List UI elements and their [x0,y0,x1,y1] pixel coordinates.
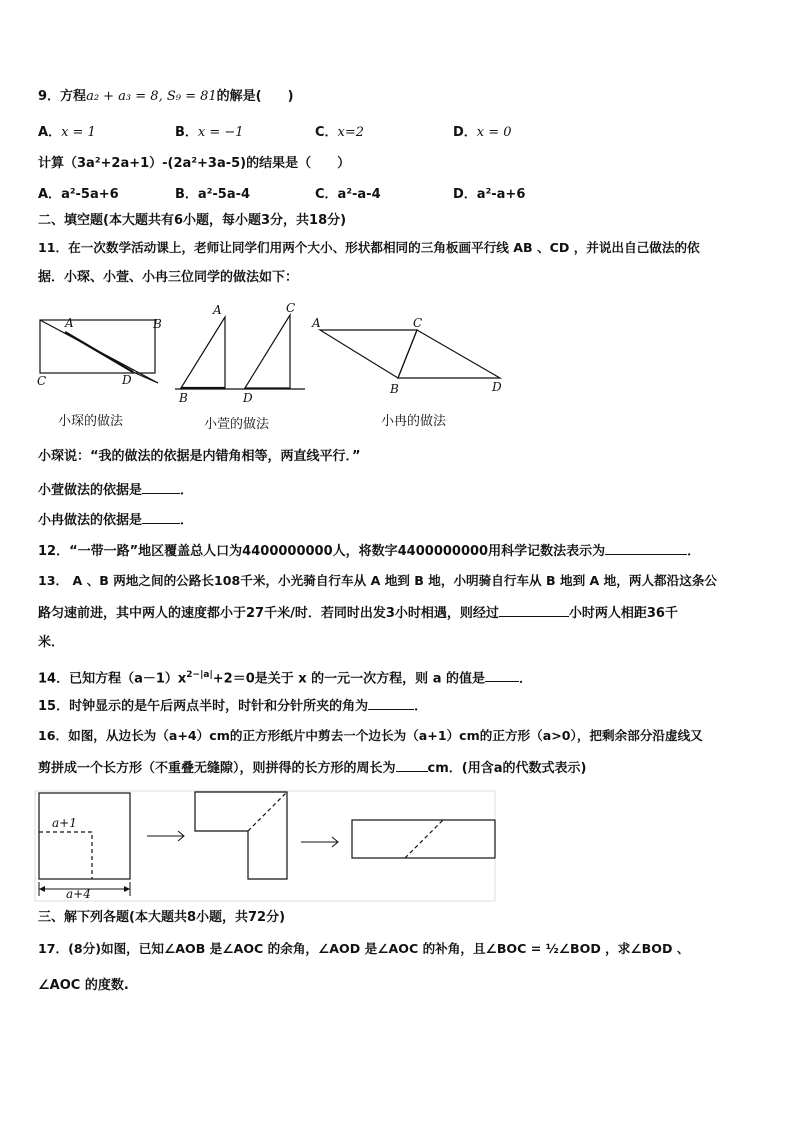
q17-line-1: 17．(8分)如图，已知∠AOB 是∠AOC 的余角，∠AOD 是∠AOC 的补角，且∠BOC = ½∠BOD ，求∠BOD 、 [38,941,690,956]
q12-blank [605,542,687,555]
q11-figure-xuan [173,300,313,405]
svg-text:B: B [179,391,188,405]
q13-line-1: 13． A 、B 两地之间的公路长108千米，小光骑自行车从 A 地到 B 地，小明骑自行车从 B 地到 A 地，两人都沿这条公 [38,573,718,588]
q9-formula: a₂ + a₃ = 8, S₉ = 81 [86,89,217,104]
svg-text:C: C [286,301,296,315]
caption-xuan: 小萱的做法 [204,417,270,432]
q9-pre: 方程 [60,89,87,104]
fig-label-a: A [65,316,74,330]
label-a-plus-1: a+1 [52,816,77,830]
label-a-plus-4: a+4 [66,887,91,901]
q10-stem: 计算（3a²+2a+1）-(2a²+3a-5)的结果是（ ） [38,156,351,171]
q9-option-c: C．x=2 [315,125,365,140]
svg-text:A: A [213,303,222,317]
q11-ran-blank [142,511,180,524]
section-2-heading: 二、填空题(本大题共有6小题，每小题3分，共18分) [38,213,347,228]
q13-line-2: 路匀速前进，其中两人的速度都小于27千米/时．若同时出发3小时相遇，则经过 小时两人相距36千 [38,606,678,621]
fig-label-b: B [153,317,162,331]
q17-line-2: ∠AOC 的度数. [38,978,129,993]
svg-text:B: B [390,382,399,396]
q9-number: 9． [38,89,61,104]
q11-figure-ran [310,315,510,395]
section-3-heading: 三、解下列各题(本大题共8小题，共72分) [38,910,286,925]
q15-blank [368,697,414,710]
q11-ran: 小冉做法的依据是 ． [38,513,194,528]
q10-option-c: C．a²-a-4 [315,187,381,202]
q11-quote: 小琛说：“我的做法的依据是内错角相等，两直线平行．” [38,449,361,464]
q11-line-2: 据．小琛、小萱、小冉三位同学的做法如下： [38,270,299,285]
caption-chen: 小琛的做法 [58,414,124,429]
q10-option-b: B．a²-5a-4 [175,187,251,202]
q16-line-1: 16．如图，从边长为（a+4）cm的正方形纸片中剪去一个边长为（a+1）cm的正方形（a>0），把剩余部分沿虚线又 [38,728,703,743]
q10-option-d: D．a²-a+6 [453,187,526,202]
q9-option-a: A．x = 1 [38,125,96,140]
svg-text:A: A [312,316,321,330]
q16-figure [34,790,496,902]
q12: 12．“一带一路”地区覆盖总人口为4400000000人，将数字4400000000用科学记数法表示为 ． [38,544,701,559]
q9-post: 的解是( ) [216,89,294,104]
q14: 14．已知方程$(a-1)x^{2-|a|}+2=0$是关于 x 的一元一次方程，则 a 的值是 ． [38,670,533,687]
q14-blank [485,669,519,682]
q9-option-b: B．x = −1 [175,125,244,140]
q13-blank [499,604,569,617]
q13-line-3: 米． [38,635,65,650]
q9-stem [38,89,294,105]
fig-label-d: D [122,373,132,387]
q15: 15．时钟显示的是午后两点半时，时针和分针所夹的角为 ． [38,699,428,714]
q11-figure-chen [35,315,165,390]
q9-option-d: D．x = 0 [453,125,512,140]
q11-xuan: 小萱做法的依据是 ． [38,483,194,498]
fig-label-c: C [37,374,47,388]
caption-ran: 小冉的做法 [381,414,447,429]
svg-text:D: D [243,391,253,405]
svg-text:D: D [492,380,502,394]
q16-line-2: 剪拼成一个长方形（不重叠无缝隙），则拼得的长方形的周长为 cm．(用含a的代数式表示) [38,761,587,776]
q11-line-1: 11．在一次数学活动课上，老师让同学们用两个大小、形状都相同的三角板画平行线 AB 、CD ，并说出自己做法的依 [38,240,700,255]
q10-option-a: A．a²-5a+6 [38,187,119,202]
q16-blank [396,759,428,772]
q11-xuan-blank [142,481,180,494]
svg-text:C: C [413,316,423,330]
